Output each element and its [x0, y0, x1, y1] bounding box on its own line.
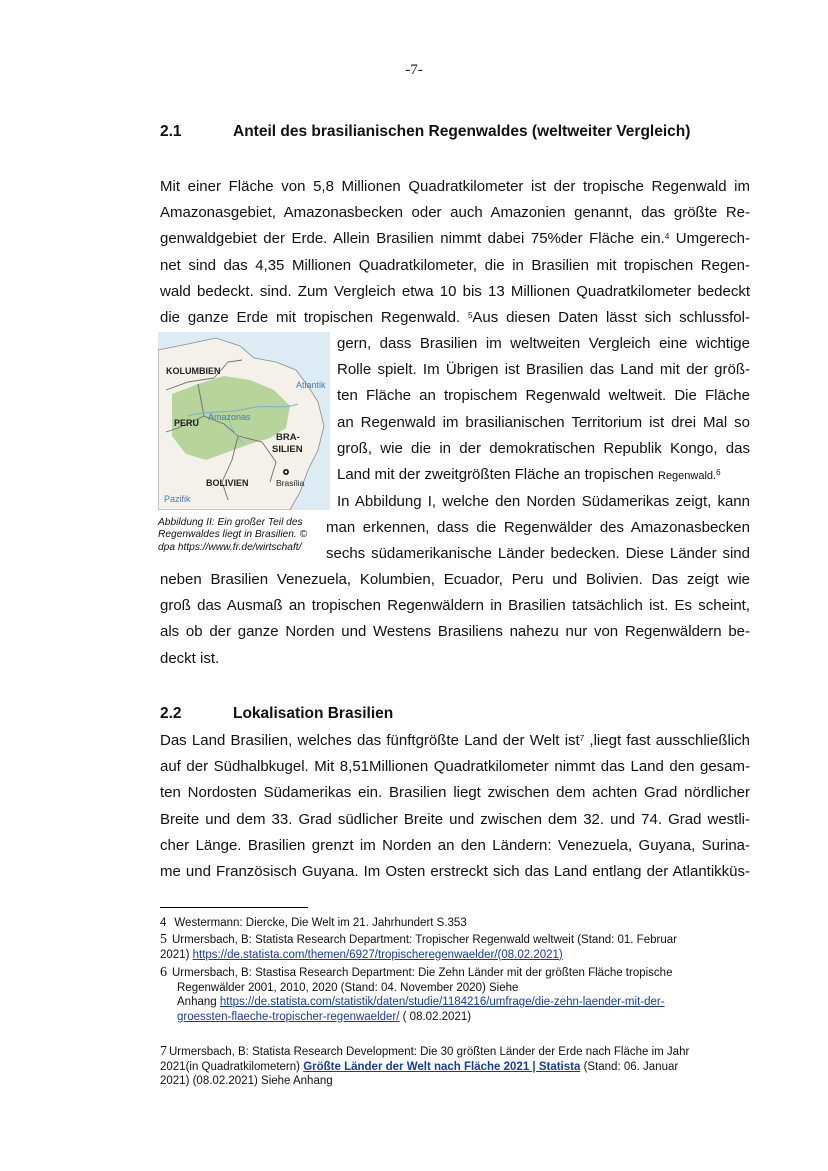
map-illustration	[158, 332, 330, 510]
map-label-atlantik: Atlantik	[296, 380, 326, 390]
map-label-pazifik: Pazifik	[164, 494, 191, 504]
map-label-amazonas: Amazonas	[208, 412, 251, 422]
map-label-brasilia: Brasília	[276, 478, 305, 488]
text-line: auf der Südhalbkugel. Mit 8,51Millionen Quadratkilometer nimmt das Land den gesam-	[160, 758, 750, 776]
section-heading-2-1	[160, 123, 690, 141]
map-label-peru: PERU	[174, 418, 200, 428]
map-figure-south-america	[158, 332, 330, 510]
map-label-brasilien-2: SILIEN	[272, 444, 303, 455]
text-line: Amazonasgebiet, Amazonasbecken oder auch Amazonien genannt, das größte Re-	[160, 204, 750, 222]
map-label-kolumbien: KOLUMBIEN	[166, 366, 221, 376]
footnote-ref-7[interactable]: 7	[579, 734, 585, 743]
section-number: 2.2	[160, 705, 182, 722]
text-line: In Abbildung I, welche den Norden Südamerikas zeigt, kann	[337, 493, 750, 511]
footnote-ref-6[interactable]: 6	[716, 468, 721, 478]
paragraph-rainforest-intro	[160, 174, 750, 331]
text-line: genwaldgebiet der Erde. Allein Brasilien nimmt dabei 75%der Fläche ein.$^4$ Umgerech-	[160, 230, 750, 248]
text-line: Rolle spielt. Im Übrigen ist Brasilien das Land mit der größ-	[337, 361, 750, 379]
footnote-ref-5[interactable]: 5	[467, 311, 473, 321]
text-line: Mit einer Fläche von 5,8 Millionen Quadratkilometer ist der tropische Regenwald im	[160, 178, 750, 195]
section-number: 2.1	[160, 123, 182, 140]
text-line: Breite und dem 33. Grad südlicher Breite und zwischen dem 32. und 74. Grad westli-	[160, 810, 750, 828]
text-line: Das Land Brasilien, welches das fünftgrößte Land der Welt ist$^7$ ,liegt fast ausschließlich	[160, 732, 750, 749]
text-line: deckt ist.	[160, 649, 220, 667]
footnote-5-link[interactable]: https://de.statista.com/themen/6927/tropischeregenwaelder/(08.02.2021)	[192, 948, 563, 961]
footnote-6-link-part-2[interactable]: groessten-flaeche-tropischer-regenwaelder/	[177, 1010, 400, 1023]
section-title: Anteil des brasilianischen Regenwaldes (weltweiter Vergleich)	[233, 123, 691, 140]
text-line: an Regenwald im brasilianischen Territorium ist drei Mal so	[337, 413, 750, 431]
section-title: Lokalisation Brasilien	[233, 705, 394, 722]
text-line: ten Fläche an tropischem Regenwald weltweit. Die Fläche	[337, 387, 750, 405]
text-line: me und Französisch Guyana. Im Osten erstreckt sich das Land entlang der Atlantikküs-	[160, 863, 750, 881]
text-line: Land mit der zweitgrößten Fläche an tropischen Regenwald.$^6$	[337, 466, 721, 484]
footnote-separator	[160, 907, 308, 908]
text-line: gern, dass Brasilien im weltweiten Vergleich eine wichtige	[337, 335, 750, 352]
footnote-7: 7 Urmersbach, B: Statista Research Development: Die 30 größten Länder der Erde nach Fläche im Jahr 2021(in Quadratkilometern) Größte Länder der Welt nach Fläche 2021 | Statista (Stand: 06. Januar 2021) (08.02.2021) Siehe Anhang	[160, 1044, 690, 1087]
figure-caption: Abbildung II: Ein großer Teil des Regenwaldes liegt in Brasilien. © dpa https://www.fr.de/wirtschaft/	[158, 517, 308, 553]
footnote-6: 6 Urmersbach, B: Stastisa Research Department: Die Zehn Länder mit der größten Fläche tropische Regenwälder 2001, 2010, 2020 (Stand: 04. November 2020) Siehe Anhang https://de.statista.com/statistik/daten/studie/1184216/umfrage/die-zehn-laender-mit-der- groessten-flaeche-tropischer-regenwaelder/ ( 08.02.2021)	[160, 965, 673, 1023]
footnote-ref-4[interactable]: 4	[664, 232, 670, 242]
paragraph-localisation	[160, 728, 750, 885]
footnote-6-link-part-1[interactable]: https://de.statista.com/statistik/daten/studie/1184216/umfrage/die-zehn-laender-mit-der-	[219, 996, 665, 1008]
map-label-bolivien: BOLIVIEN	[206, 478, 249, 488]
footnote-5: 5 Urmersbach, B: Statista Research Department: Tropischer Regenwald weltweit (Stand: 01. Februar 2021) https://de.statista.com/themen/6927/tropischeregenwaelder/(08.02.2021)	[160, 932, 677, 961]
text-line: groß, wie die in der demokratischen Republik Kongo, das	[337, 439, 750, 457]
text-line: ten Nordosten Südamerikas ein. Brasilien liegt zwischen dem achten Grad nördlicher	[160, 784, 750, 802]
section-heading-2-2	[160, 705, 393, 723]
text-line: die ganze Erde mit tropischen Regenwald. $^5$Aus diesen Daten lässt sich schlussfol-	[160, 309, 750, 327]
footnote-7-link[interactable]: Größte Länder der Welt nach Fläche 2021 | Statista	[303, 1060, 581, 1073]
text-line: cher Länge. Brasilien grenzt im Norden an den Ländern: Venezuela, Guyana, Surina-	[160, 836, 750, 854]
text-line: net sind das 4,35 Millionen Quadratkilometer, die in Brasilien mit tropischen Regen-	[160, 256, 750, 274]
page-number: -7-	[405, 62, 423, 78]
text-line: als ob der ganze Norden und Westens Brasiliens nahezu nur von Regenwäldern be-	[160, 623, 750, 641]
paragraph-countries	[160, 567, 750, 672]
text-line: sechs südamerikanische Länder bedecken. Diese Länder sind	[326, 545, 750, 563]
text-line: wald bedeckt. sind. Zum Vergleich etwa 10 bis 13 Millionen Quadratkilometer bedeckt	[160, 282, 750, 300]
map-label-brasilien-1: BRA-	[276, 432, 300, 443]
paragraph-wrap-text-2	[326, 515, 750, 567]
paragraph-wrap-text	[337, 331, 750, 515]
footnote-4: 4 Westermann: Diercke, Die Welt im 21. Jahrhundert S.353	[160, 917, 467, 929]
text-line: man erkennen, dass die Regenwälder des Amazonasbecken	[326, 519, 750, 536]
text-line: neben Brasilien Venezuela, Kolumbien, Ecuador, Peru und Bolivien. Das zeigt wie	[160, 571, 750, 588]
text-line: groß das Ausmaß an tropischen Regenwäldern in Brasilien tatsächlich ist. Es scheint,	[160, 597, 750, 615]
